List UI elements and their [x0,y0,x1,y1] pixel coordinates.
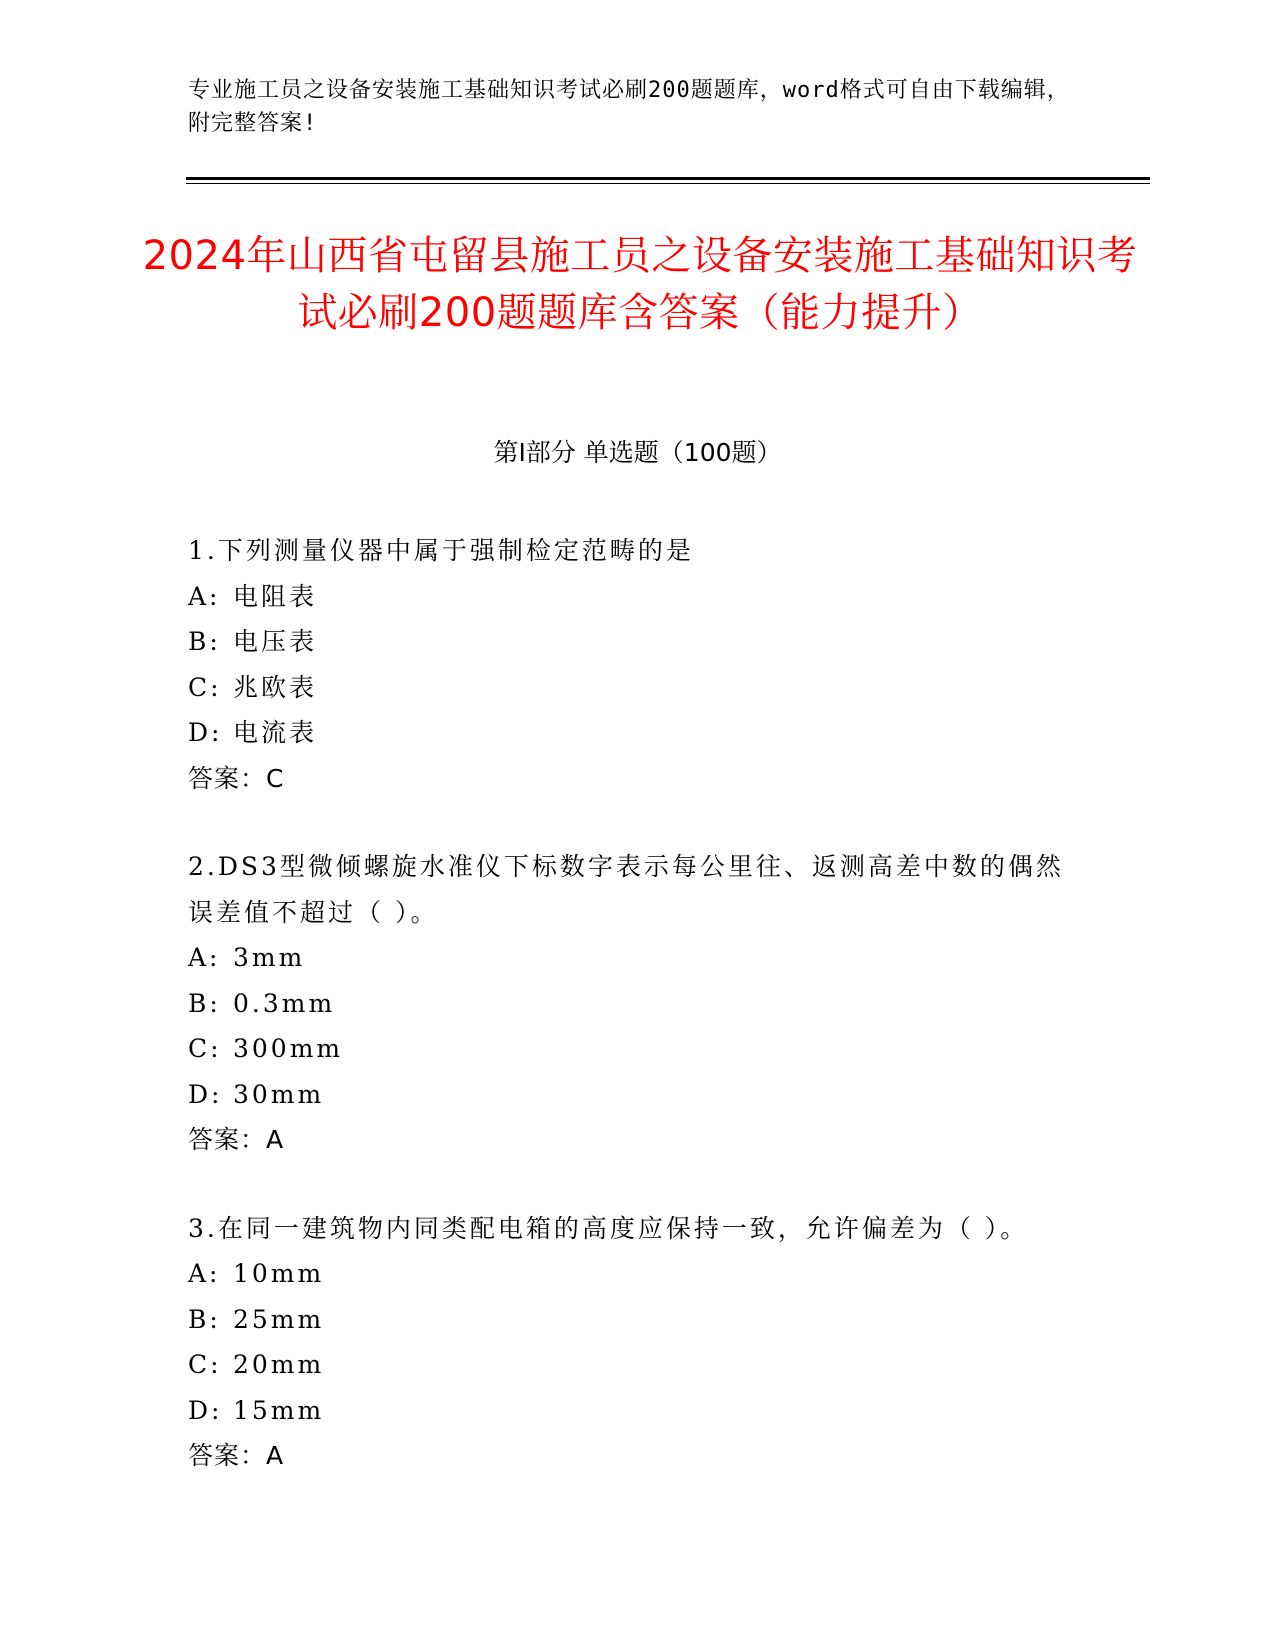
option-text: 0.3mm [233,988,336,1018]
option-a [188,574,1088,620]
option-label: B: [188,1304,221,1334]
option-text: 电压表 [233,627,318,656]
option-c [188,1342,1088,1388]
document-title: 2024年山西省屯留县施工员之设备安装施工基础知识考试必刷200题题库含答案（能力提升） [142,233,1138,336]
option-label: C: [188,1034,222,1063]
option-label: B: [188,627,221,656]
answer: 答案：A [188,1441,285,1470]
question-stem: 2.DS3型微倾螺旋水准仪下标数字表示每公里往、返测高差中数的偶然误差值不超过（ ）。 [188,852,1064,927]
option-label: C: [188,672,222,702]
header-note: 专业施工员之设备安装施工基础知识考试必刷200题题库，word格式可自由下载编辑，附完整答案! [188,78,1070,136]
option-text: 20mm [233,1350,325,1379]
option-label: A: [188,943,221,972]
option-a [188,1251,1088,1297]
option-label: C: [188,1350,222,1379]
option-text: 15mm [233,1395,325,1425]
option-label: D: [188,718,223,747]
option-b [188,619,1088,665]
question-stem: 3.在同一建筑物内同类配电箱的高度应保持一致，允许偏差为（ ）。 [188,1213,1029,1243]
question-stem: 1.下列测量仪器中属于强制检定范畴的是 [188,536,694,565]
answer: 答案：C [188,763,285,793]
option-label: D: [188,1079,223,1109]
option-d [188,1072,1088,1118]
option-label: D: [188,1395,223,1425]
question-3 [188,1206,1088,1479]
option-text: 300mm [233,1034,344,1063]
option-text: 30mm [233,1079,325,1109]
section-title: 第Ⅰ部分 单选题（100题） [493,438,782,467]
answer: 答案：A [188,1125,285,1154]
option-d [188,710,1088,756]
option-b [188,981,1088,1027]
option-c [188,1026,1088,1072]
option-text: 3mm [233,943,306,972]
option-text: 10mm [233,1259,325,1288]
option-c [188,665,1088,711]
option-text: 兆欧表 [233,672,318,702]
option-d [188,1388,1088,1434]
option-b [188,1297,1088,1343]
option-a [188,935,1088,981]
question-list [188,528,1088,1522]
question-2 [188,844,1088,1163]
option-text: 电阻表 [233,581,318,611]
option-label: B: [188,988,221,1018]
header-rule-thick [186,177,1150,180]
question-1 [188,528,1088,801]
header-rule-thin [186,183,1150,184]
option-text: 电流表 [233,718,318,747]
option-label: A: [188,1259,221,1288]
option-text: 25mm [233,1304,325,1334]
option-label: A: [188,581,221,611]
